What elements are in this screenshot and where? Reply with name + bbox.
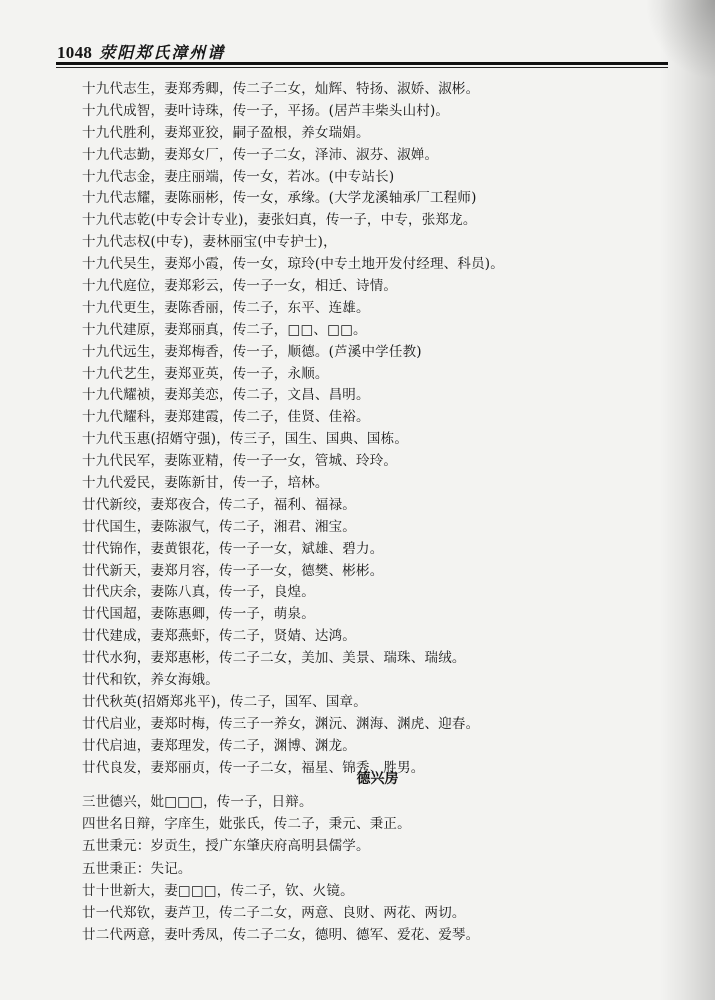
entry-line: 十九代民军，妻陈亚精，传一子一女，管城、玲玲。 [82, 453, 398, 470]
section-entry-line: 廿一代郑钦，妻芦卫，传二子二女，两意、良财、两花、两切。 [82, 904, 466, 921]
section-heading: 德兴房 [356, 771, 399, 787]
entry-line: 十九代艺生，妻郑亚英，传一子，永顺。 [82, 365, 329, 382]
page-corner-shadow [645, 0, 715, 80]
section-entry-line: 五世秉元：岁贡生，授广东肇庆府高明县儒学。 [82, 838, 370, 855]
entry-line: 十九代志生，妻郑秀卿，传二子二女，灿辉、特扬、淑娇、淑彬。 [82, 81, 480, 97]
entry-line: 廿代庆余，妻陈八真，传一子，良煌。 [82, 584, 315, 601]
entry-line: 十九代建原，妻郑丽真，传二子，□□、□□。 [82, 321, 367, 338]
entry-line: 十九代志权(中专)，妻林丽宝(中专护士)， [82, 234, 337, 251]
entry-line: 十九代爱民，妻陈新甘，传一子，培林。 [82, 475, 329, 492]
entry-line: 十九代远生，妻郑梅香，传一子，顺德。(芦溪中学任教) [82, 343, 422, 360]
page-header [57, 40, 225, 64]
header-rule-thin [56, 67, 668, 68]
entry-line: 十九代更生，妻陈香丽，传二子，东平、连雄。 [82, 299, 370, 316]
entry-line: 廿代秋英(招婿郑兆平)，传二子，国军、国章。 [82, 693, 367, 710]
entry-line: 十九代玉惠(招婿守强)，传三子，国生、国典、国栋。 [82, 431, 409, 448]
entry-line: 十九代吴生，妻郑小霞，传一女，琼玲(中专土地开发付经理、科员)。 [82, 256, 504, 273]
entry-line: 十九代庭位，妻郑彩云，传一子一女，相迁、诗情。 [82, 278, 398, 295]
entry-line: 廿代新天，妻郑月容，传一子一女，德樊、彬彬。 [82, 562, 384, 579]
section-entry-line: 廿十世新大，妻□□□，传二子，钦、火镜。 [82, 882, 354, 899]
entry-line: 十九代耀科，妻郑建霞，传二子，佳贤、佳裕。 [82, 409, 370, 426]
section-entry-line: 廿二代两意，妻叶秀凤，传二子二女，德明、德军、爱花、爱琴。 [82, 927, 480, 944]
page-edge-shadow [660, 0, 715, 1000]
entry-line: 廿代和钦，养女海娥。 [82, 672, 219, 689]
entry-line: 十九代成智，妻叶诗珠，传一子，平扬。(居芦丰柴头山村)。 [82, 102, 450, 119]
header-rule-thick [56, 62, 668, 65]
entry-line: 十九代志勤，妻郑女厂，传一子二女，泽沛、淑芬、淑婵。 [82, 146, 439, 163]
entry-line: 廿代新绞，妻郑夜合，传二子，福利、福禄。 [82, 496, 356, 513]
entry-line: 廿代建成，妻郑燕虾，传二子，贤婧、达鸿。 [82, 628, 356, 645]
entry-line: 廿代启业，妻郑时梅，传三子一养女，渊沅、渊海、渊虎、迎春。 [82, 715, 480, 732]
section-entry-line: 五世秉正：失记。 [82, 860, 192, 877]
section-entry-line: 三世德兴，妣□□□，传一子，日辩。 [82, 794, 313, 810]
page-number: 1048 [57, 43, 93, 62]
entry-line: 廿代锦作，妻黄银花，传一子一女，斌雄、碧力。 [82, 540, 384, 557]
entry-line: 廿代良发，妻郑丽贞，传一子二女，福星、锦秀、胜男。 [82, 759, 425, 776]
section-entries [82, 791, 642, 946]
section-entry-line: 四世名日辩，字庠生，妣张氏，传二子，秉元、秉正。 [82, 816, 411, 833]
entry-line: 廿代国超，妻陈惠卿，传一子，萌泉。 [82, 606, 315, 623]
entry-line: 十九代志乾(中专会计专业)，妻张妇真，传一子，中专，张郑龙。 [82, 212, 477, 229]
entry-line: 十九代耀祯，妻郑美恋，传二子，文昌、昌明。 [82, 387, 370, 404]
entry-line: 十九代胜利，妻郑亚狡，嗣子盈根，养女瑞娟。 [82, 124, 370, 141]
genealogy-entries [82, 79, 642, 780]
entry-line: 廿代启迪，妻郑理发，传二子，渊博、渊龙。 [82, 737, 356, 754]
entry-line: 廿代水狗，妻郑惠彬，传二子二女，美加、美景、瑞珠、瑞绒。 [82, 650, 466, 667]
book-title: 荥阳郑氏漳州谱 [99, 43, 226, 62]
entry-line: 十九代志耀，妻陈丽彬，传一女，承缘。(大学龙溪轴承厂工程师) [82, 190, 477, 207]
entry-line: 廿代国生，妻陈淑气，传二子，湘君、湘宝。 [82, 518, 356, 535]
entry-line: 十九代志金，妻庄丽端，传一女，若冰。(中专站长) [82, 168, 395, 185]
